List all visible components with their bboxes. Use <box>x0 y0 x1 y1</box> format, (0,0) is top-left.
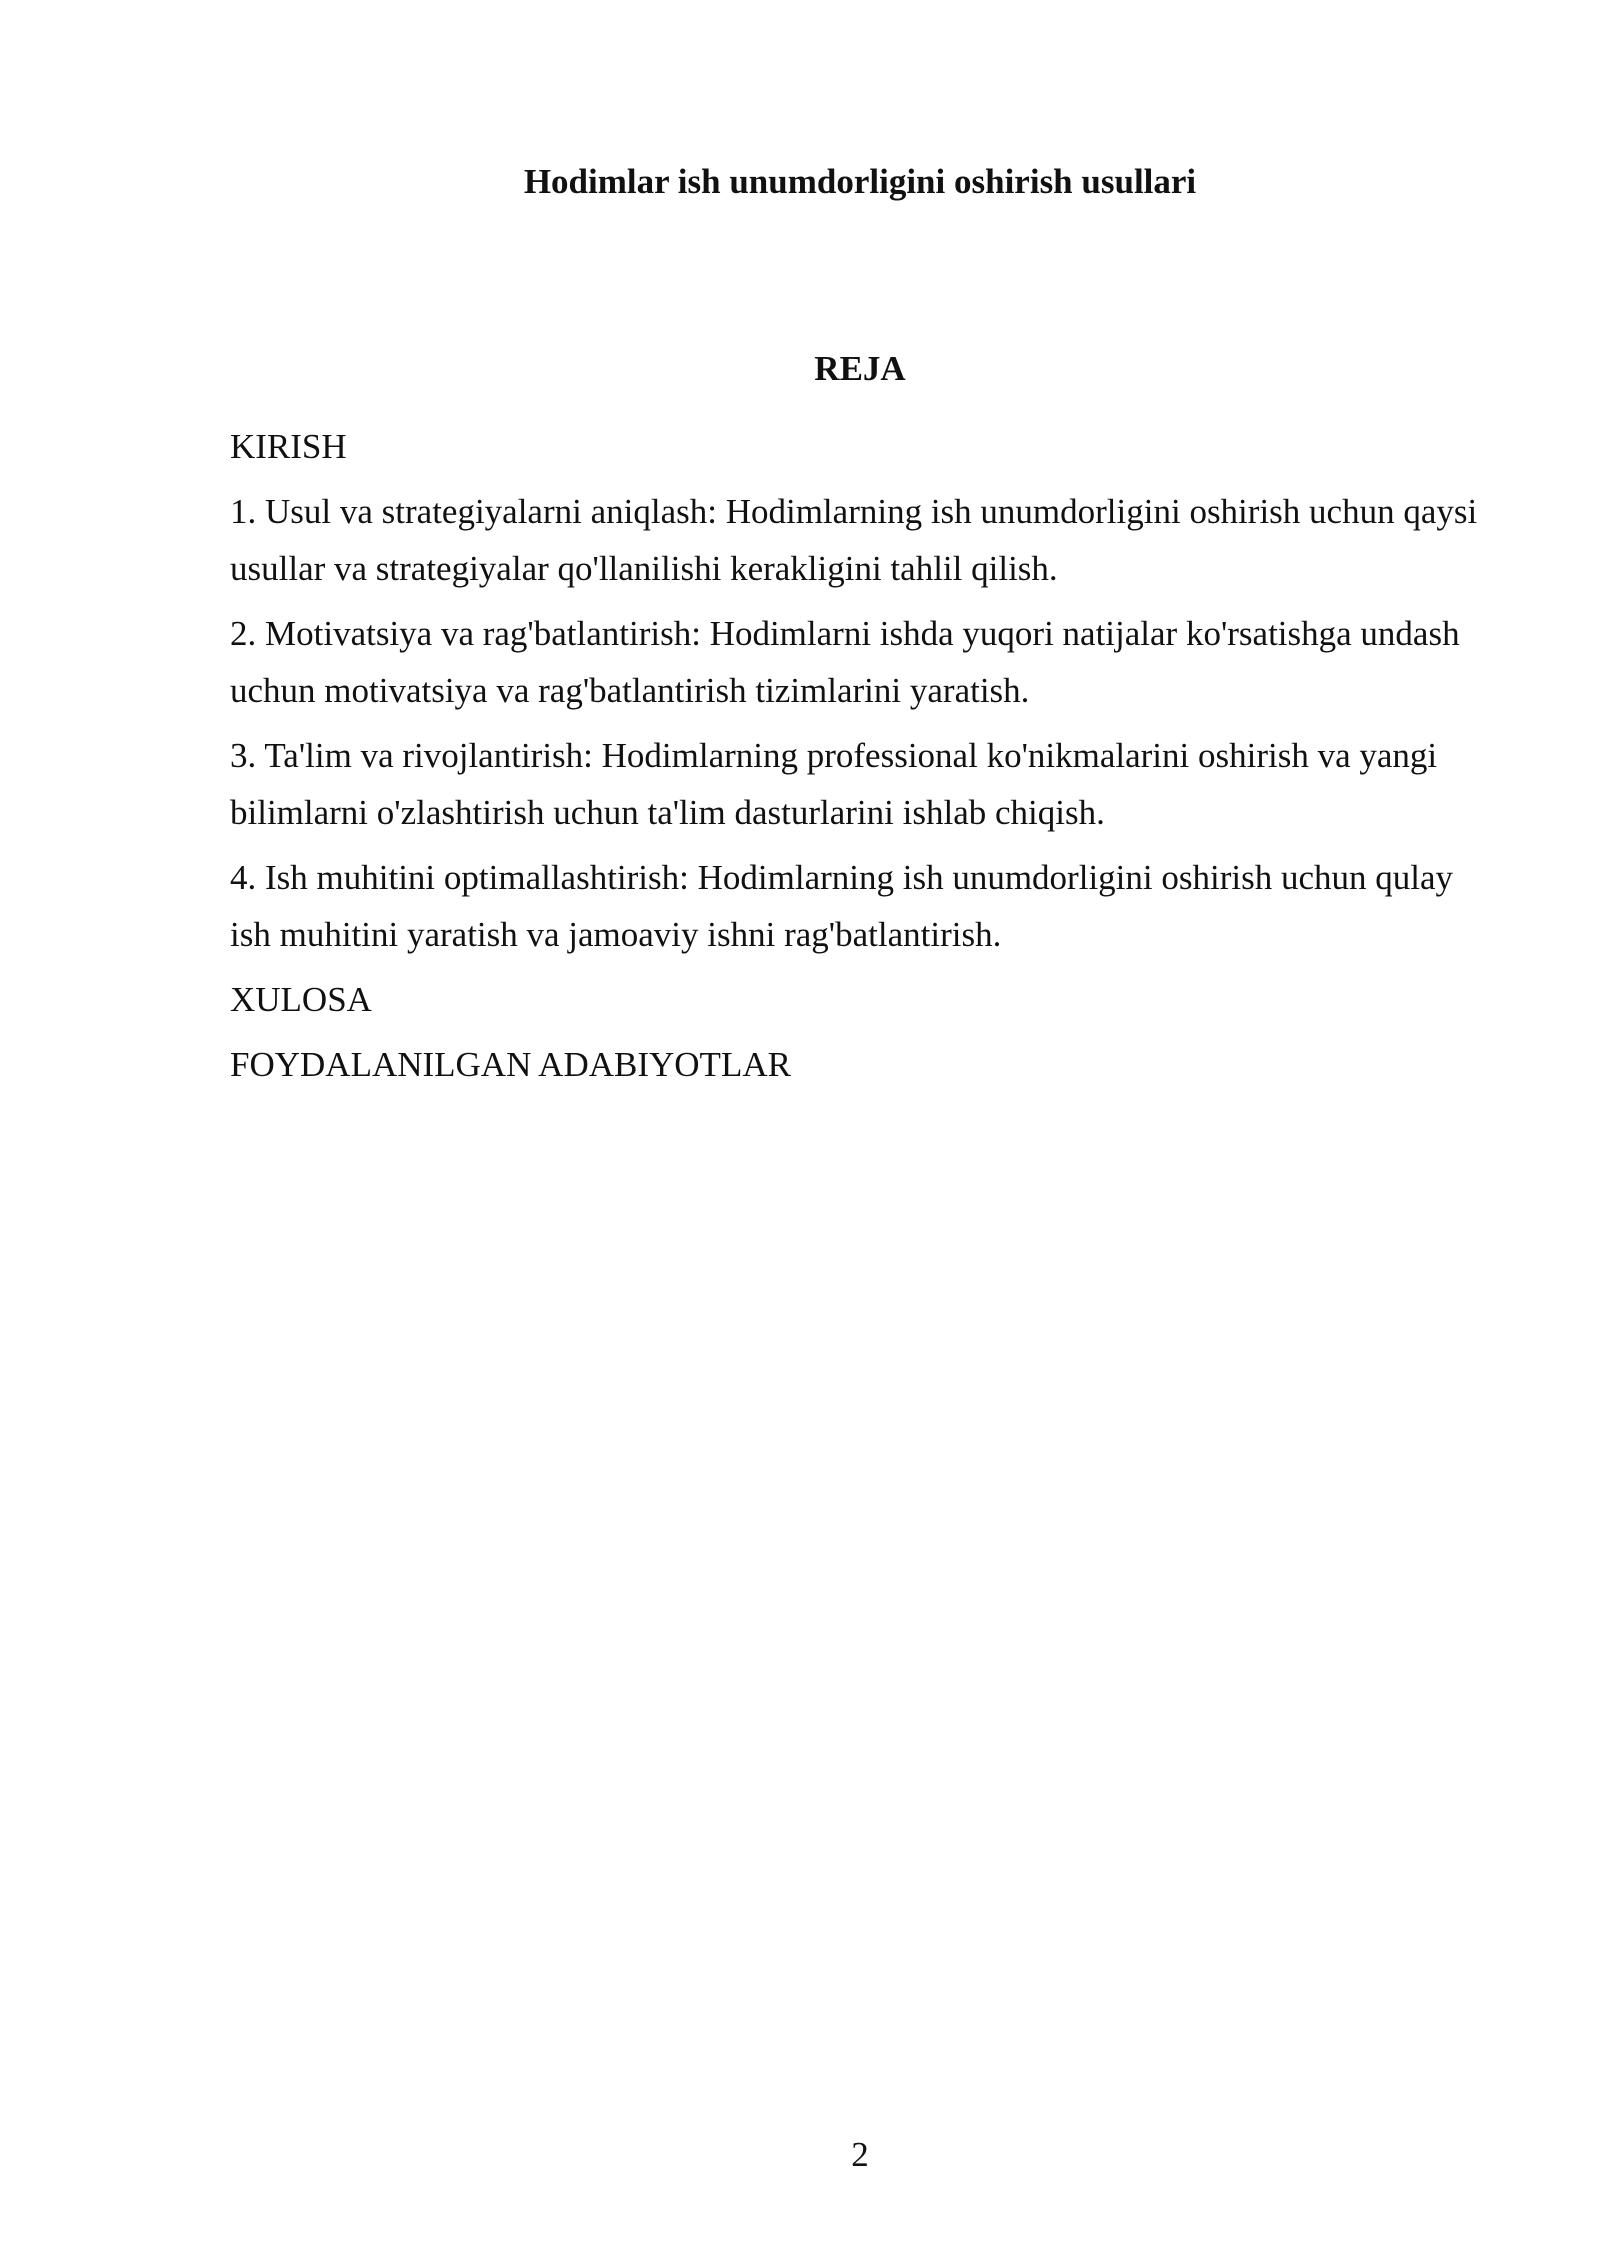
plan-item-2: 2. Motivatsiya va rag'batlantirish: Hodimlarni ishda yuqori natijalar ko'rsatishga undash uchun motivatsiya va rag'batlantirish tizimlarini yaratish. <box>230 614 1460 710</box>
plan-item-4: 4. Ish muhitini optimallashtirish: Hodimlarning ish unumdorligini oshirish uchun qulay ish muhitini yaratish va jamoaviy ishni rag'batlantirish. <box>230 858 1454 954</box>
plan-list <box>230 418 1500 1101</box>
plan-item-conclusion: XULOSA <box>230 980 372 1019</box>
document-title: Hodimlar ish unumdorligini oshirish usullari <box>523 162 1197 201</box>
plan-item-introduction: KIRISH <box>230 427 347 466</box>
page-number: 2 <box>851 2135 869 2174</box>
plan-heading: REJA <box>814 349 906 388</box>
plan-item-references: FOYDALANILGAN ADABIYOTLAR <box>230 1045 791 1084</box>
plan-item-1: 1. Usul va strategiyalarni aniqlash: Hodimlarning ish unumdorligini oshirish uchun qaysi usullar va strategiyalar qo'llanilishi kerakligini tahlil qilish. <box>230 492 1478 588</box>
plan-item-3: 3. Ta'lim va rivojlantirish: Hodimlarning professional ko'nikmalarini oshirish va yangi bilimlarni o'zlashtirish uchun ta'lim dasturlarini ishlab chiqish. <box>230 736 1438 832</box>
